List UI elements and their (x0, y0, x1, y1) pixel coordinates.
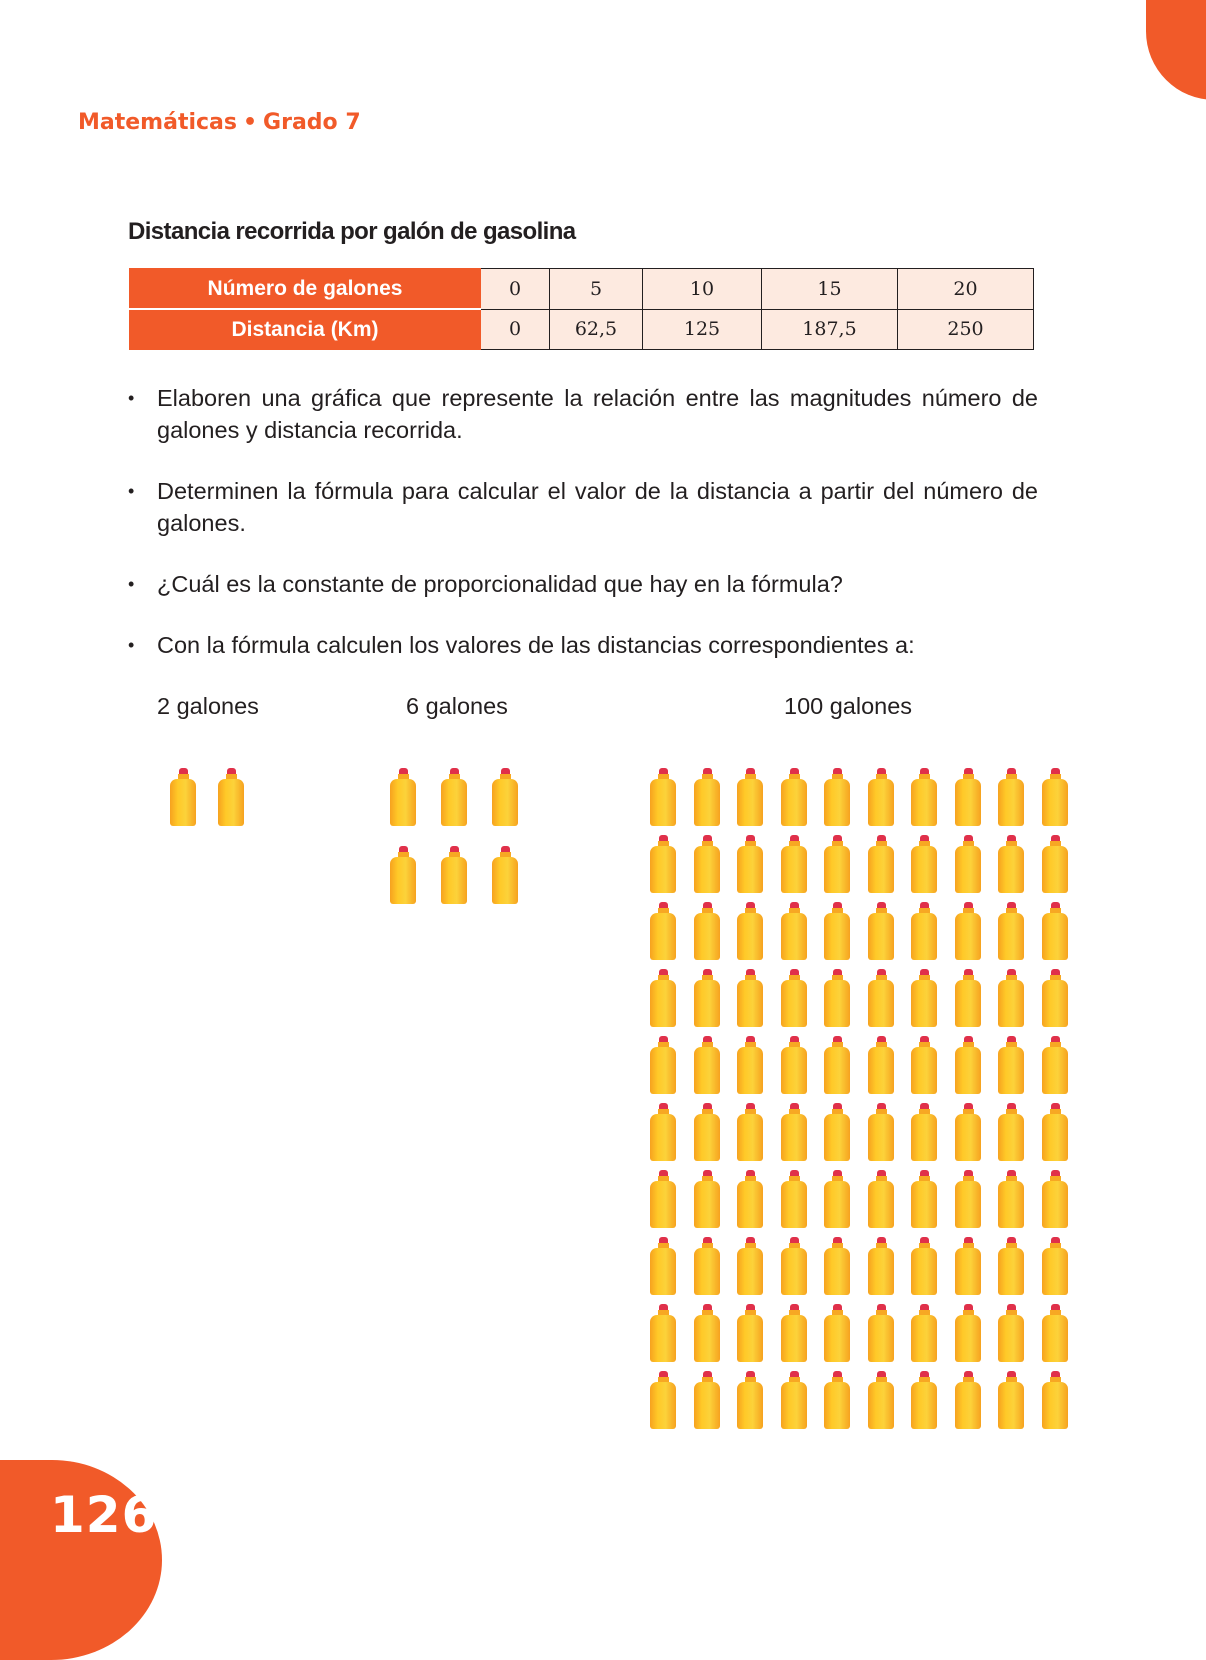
gallon-icon (868, 768, 894, 826)
gallon-icon (441, 846, 467, 904)
data-table (129, 268, 1034, 350)
table-cell: 10 (643, 269, 762, 310)
gallon-icon (824, 1170, 850, 1228)
gallon-icon (824, 969, 850, 1027)
gallon-icon (911, 1170, 937, 1228)
gallon-icon (911, 969, 937, 1027)
gallon-icon (650, 1036, 676, 1094)
subject-title: Matemáticas (78, 110, 237, 135)
gallon-icon (955, 1036, 981, 1094)
table-cell: 15 (762, 269, 898, 310)
gallon-icon (824, 768, 850, 826)
gallon-icon (737, 768, 763, 826)
gallon-icon (737, 1371, 763, 1429)
gallon-icon (998, 768, 1024, 826)
gallon-icon (781, 1170, 807, 1228)
gallon-icon (650, 1371, 676, 1429)
gallon-icon (1042, 1103, 1068, 1161)
gallon-icon (868, 969, 894, 1027)
gallon-icon (781, 1371, 807, 1429)
gallon-group-6 (390, 768, 518, 904)
corner-decoration (1146, 0, 1206, 100)
gallon-icon (1042, 902, 1068, 960)
gallon-icon (955, 1371, 981, 1429)
gallon-icon (650, 835, 676, 893)
gallon-icon (1042, 835, 1068, 893)
gallon-icon (650, 1103, 676, 1161)
table-cell: 0 (481, 269, 550, 310)
header-separator: • (242, 110, 258, 135)
gallon-group-2 (170, 768, 244, 826)
bullet-list (128, 382, 1038, 690)
gallon-icon (492, 768, 518, 826)
gallon-icon (781, 969, 807, 1027)
gallon-icon (998, 1170, 1024, 1228)
gallon-icon (868, 1304, 894, 1362)
table-cell: 250 (898, 309, 1034, 350)
gallon-icon (911, 1237, 937, 1295)
gallon-icon (955, 902, 981, 960)
gallon-icon (955, 1304, 981, 1362)
gallon-icon (737, 1036, 763, 1094)
gallon-icon (998, 1371, 1024, 1429)
gallon-icon (170, 768, 196, 826)
table-cell: 0 (481, 309, 550, 350)
table-row (130, 269, 1034, 310)
table-cell: 187,5 (762, 309, 898, 350)
gallon-icon (650, 1304, 676, 1362)
gallon-icon (1042, 1304, 1068, 1362)
gallon-icon (911, 1304, 937, 1362)
gallon-icon (694, 835, 720, 893)
gallon-icon (694, 1036, 720, 1094)
gallon-icon (694, 969, 720, 1027)
table-row (130, 309, 1034, 350)
gallon-icon (824, 1103, 850, 1161)
gallon-icon (781, 1103, 807, 1161)
gallon-icon (998, 835, 1024, 893)
table-cell: 5 (550, 269, 643, 310)
gallon-icon (824, 1036, 850, 1094)
gallon-icon (824, 902, 850, 960)
gallon-icon (868, 1371, 894, 1429)
gallon-icon (694, 1371, 720, 1429)
gallon-icon (781, 768, 807, 826)
gallon-icon (911, 1036, 937, 1094)
gallon-icon (737, 1237, 763, 1295)
table-cell: 62,5 (550, 309, 643, 350)
gallon-icon (998, 902, 1024, 960)
gallon-icon (955, 1237, 981, 1295)
bullet-item: • Elaboren una gráfica que represente la relación entre las magnitudes número de galones y distancia recorrida. (128, 382, 1038, 446)
gallon-group-100 (650, 768, 1068, 1429)
gallon-icon (218, 768, 244, 826)
bullet-item: • Determinen la fórmula para calcular el valor de la distancia a partir del número de galones. (128, 475, 1038, 539)
gallon-icon (824, 1371, 850, 1429)
gallon-icon (824, 835, 850, 893)
gallon-icon (868, 1103, 894, 1161)
gallon-icon (868, 902, 894, 960)
gallon-icon (1042, 1237, 1068, 1295)
gallon-icon (1042, 1036, 1068, 1094)
gallon-icon (1042, 768, 1068, 826)
gallon-icon (955, 1170, 981, 1228)
row-header-gallons: Número de galones (130, 269, 481, 310)
bullet-item: • ¿Cuál es la constante de proporcionalidad que hay en la fórmula? (128, 568, 1038, 600)
gallon-icon (650, 1170, 676, 1228)
gallon-icon (998, 1036, 1024, 1094)
gallon-icon (911, 1371, 937, 1429)
page-header (78, 110, 361, 135)
table-cell: 20 (898, 269, 1034, 310)
gallon-icon (911, 835, 937, 893)
bullet-item: • Con la fórmula calculen los valores de las distancias correspondientes a: (128, 629, 1038, 661)
gallon-icon (868, 1036, 894, 1094)
gallon-icon (694, 1304, 720, 1362)
gallon-icon (824, 1237, 850, 1295)
gallon-icon (737, 1170, 763, 1228)
gallon-icon (911, 768, 937, 826)
gallon-icon (694, 1170, 720, 1228)
section-title: Distancia recorrida por galón de gasolina (128, 218, 576, 245)
gallon-icon (998, 969, 1024, 1027)
gallon-icon (911, 902, 937, 960)
gallon-icon (737, 1103, 763, 1161)
gallon-icon (650, 969, 676, 1027)
gallon-icon (1042, 1170, 1068, 1228)
grade-label: Grado 7 (263, 110, 361, 135)
gallon-icon (441, 768, 467, 826)
gallon-icon (781, 1036, 807, 1094)
label-2-gallons: 2 galones (157, 693, 259, 719)
gallon-icon (737, 1304, 763, 1362)
gallon-icon (737, 902, 763, 960)
gallon-icon (998, 1237, 1024, 1295)
gallon-icon (868, 1170, 894, 1228)
gallon-icon (694, 902, 720, 960)
gallon-icon (955, 835, 981, 893)
gallon-icon (694, 1237, 720, 1295)
gallon-icon (955, 969, 981, 1027)
gallon-icon (650, 1237, 676, 1295)
gallon-icon (955, 1103, 981, 1161)
gallon-icon (998, 1304, 1024, 1362)
gallon-icon (781, 835, 807, 893)
gallon-icon (824, 1304, 850, 1362)
gallon-icon (781, 1304, 807, 1362)
gallon-icon (1042, 1371, 1068, 1429)
gallon-icon (955, 768, 981, 826)
gallon-icon (390, 846, 416, 904)
page-number: 126 (50, 1486, 158, 1544)
gallon-icon (1042, 969, 1068, 1027)
gallon-icon (390, 768, 416, 826)
gallon-icon (694, 1103, 720, 1161)
table-cell: 125 (643, 309, 762, 350)
gallon-icon (492, 846, 518, 904)
gallon-icon (868, 835, 894, 893)
gallon-icon (781, 902, 807, 960)
gallon-icon (737, 969, 763, 1027)
label-6-gallons: 6 galones (406, 693, 508, 719)
gallon-icon (737, 835, 763, 893)
gallon-icon (650, 902, 676, 960)
gallon-icon (998, 1103, 1024, 1161)
label-100-gallons: 100 galones (784, 693, 913, 719)
gallon-icon (694, 768, 720, 826)
gallon-icon (868, 1237, 894, 1295)
gallon-icon (650, 768, 676, 826)
row-header-distance: Distancia (Km) (130, 309, 481, 350)
gallon-icon (911, 1103, 937, 1161)
gallon-icon (781, 1237, 807, 1295)
